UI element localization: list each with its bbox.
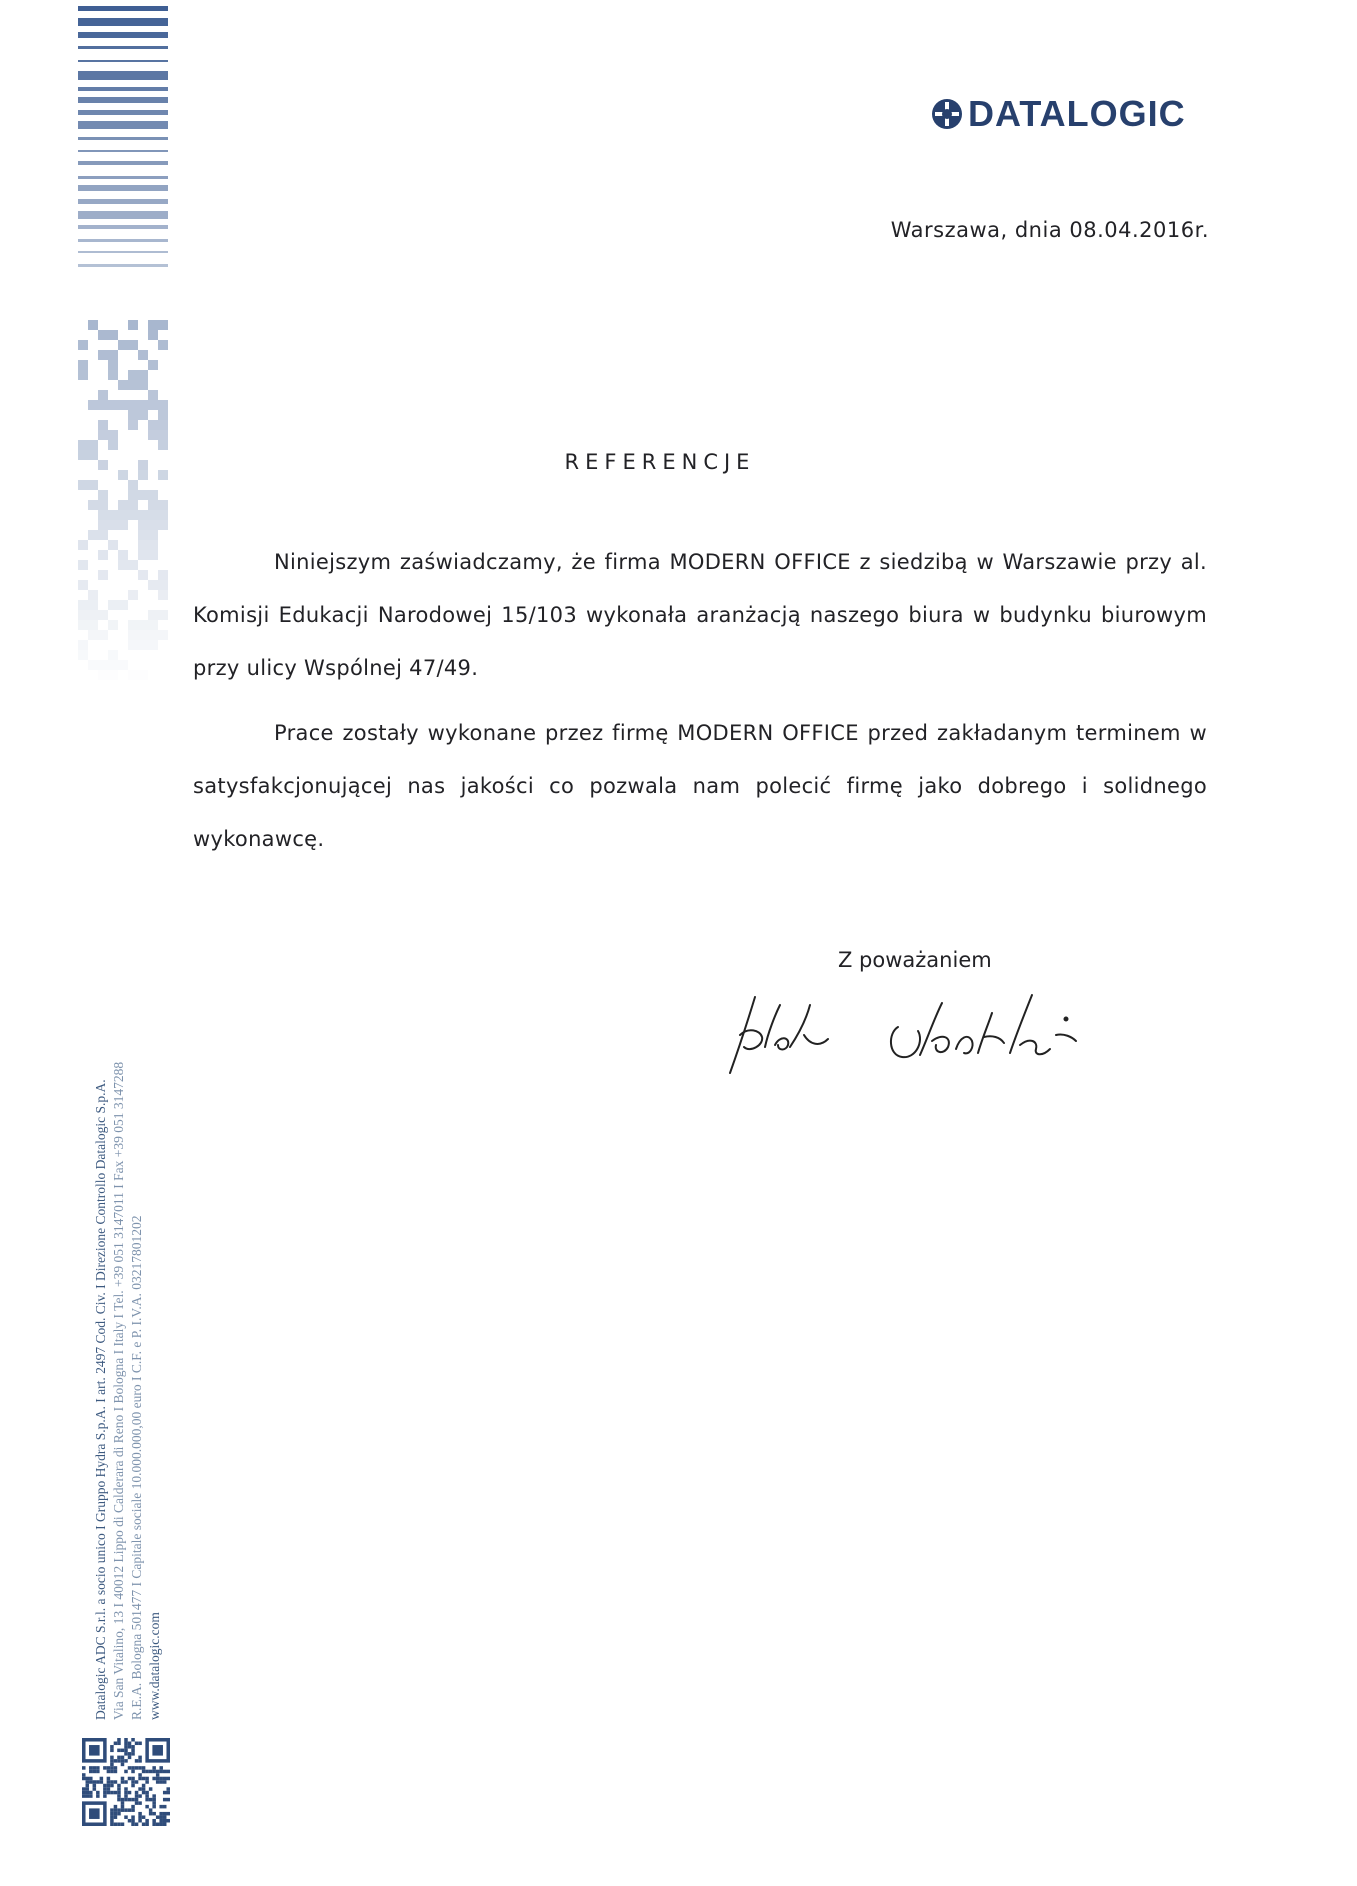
company-footer-line: Via San Vitalino, 13 I 40012 Lippo di Calderara di Reno I Bologna I Italy I Tel. +39 051 3147011 I Fax +39 051 3147288 [111,1061,126,1720]
date-line: Warszawa, dnia 08.04.2016r. [890,218,1209,242]
company-footer [92,860,164,1720]
handwritten-signature-icon [720,975,1120,1090]
website-link[interactable]: www.datalogic.com [147,1612,162,1720]
matrix-fade-decoration [78,320,168,680]
datalogic-logo-icon [930,97,964,131]
company-footer-line: Datalogic ADC S.r.l. a socio unico I Gruppo Hydra S.p.A. I art. 2497 Cod. Civ. I Direzione Controllo Datalogic S.p.A. [93,1079,108,1720]
document-title: REFERENCJE [564,450,756,474]
qr-code-icon [82,1738,170,1826]
body-paragraph: Prace zostały wykonane przez firmę MODERN OFFICE przed zakładanym terminem w satysfakcjonującej nas jakości co pozwala nam polecić firmę jako dobrego i solidnego wykonawcę. [193,721,1207,851]
company-footer-line: R.E.A. Bologna 501477 I Capitale sociale 10.000.000,00 euro I C.F. e P. I.V.A. 03217801202 [129,1215,144,1720]
barcode-decoration [78,6,168,336]
closing-text: Z poważaniem [838,948,992,972]
company-logo-text: DATALOGIC [968,93,1186,134]
body-paragraph: Niniejszym zaświadczamy, że firma MODERN OFFICE z siedzibą w Warszawie przy al. Komisji Edukacji Narodowej 15/103 wykonała aranżacją naszego biura w budynku biurowym przy ulicy Wspólnej 47/49. [193,550,1207,680]
company-logo [930,92,1210,136]
